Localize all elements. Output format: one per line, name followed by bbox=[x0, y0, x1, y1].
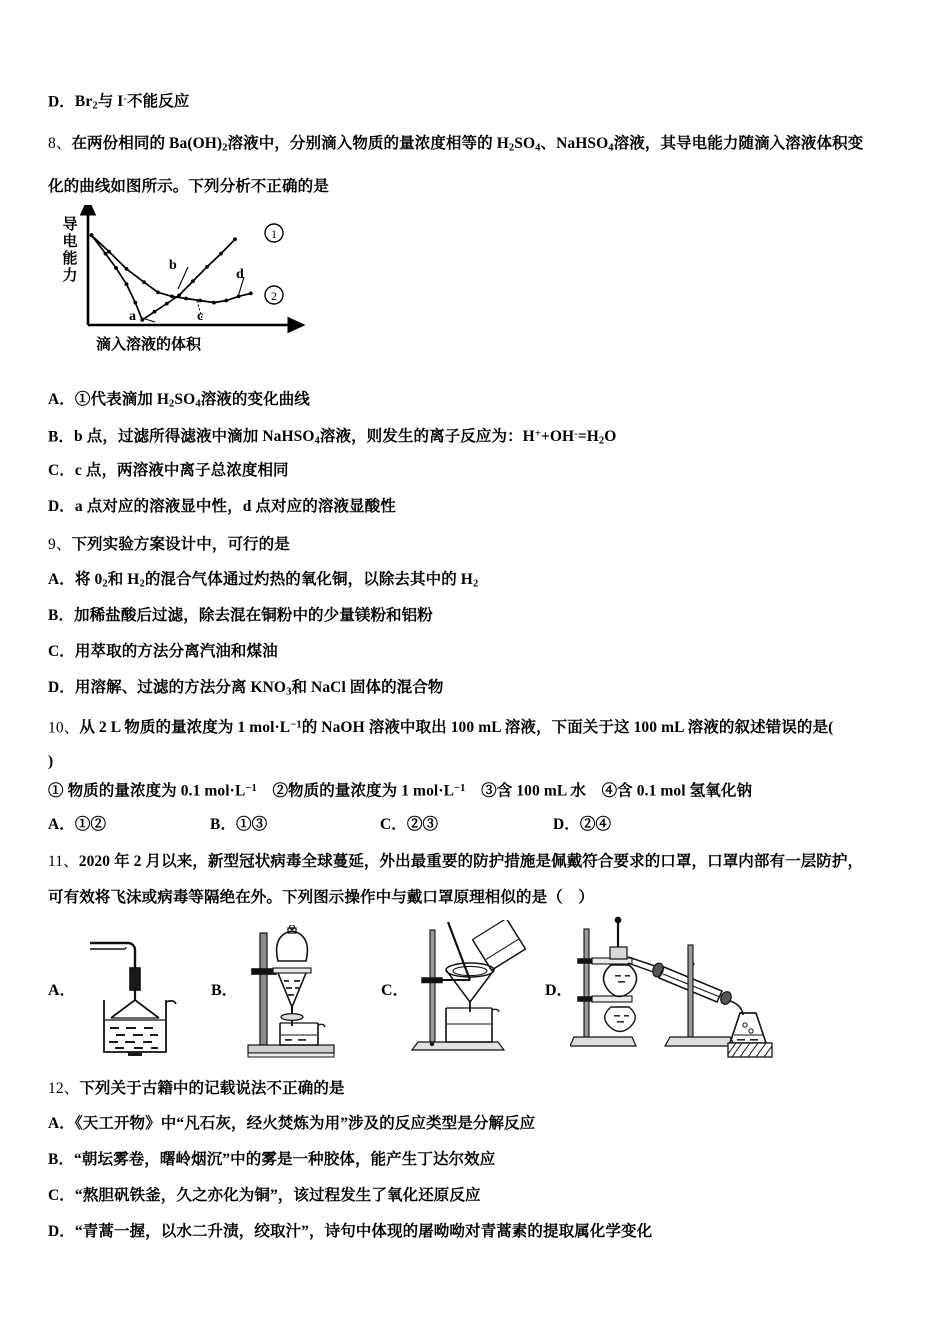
option-label: A． bbox=[48, 1115, 75, 1132]
question-8-option-a bbox=[48, 389, 310, 415]
option-d-previous-question bbox=[48, 89, 189, 118]
question-10-answer-c bbox=[380, 814, 438, 836]
option-text: ②④ bbox=[579, 816, 612, 833]
option-label: B． bbox=[48, 607, 75, 624]
question-10-stem-text: 从 2 L 物质的量浓度为 1 $mol\cdot L^{-1}$的 NaOH 溶液中取出 100 mL 溶液，下面关于这 100 mL 溶液的叙述错误的是( bbox=[79, 719, 834, 737]
figure-b-liquid-hatch bbox=[284, 980, 306, 1041]
option-label: D． bbox=[48, 498, 75, 515]
question-10-stem-line-1 bbox=[48, 715, 833, 739]
figure-a-label: A． bbox=[48, 982, 76, 999]
question-12-stem-text: 下列关于古籍中的记载说法不正确的是 bbox=[79, 1080, 345, 1097]
chart-y-axis-label: 导电能力 bbox=[62, 217, 78, 284]
option-text: 用溶解、过滤的方法分离 $KNO_3$和 NaCl 固体的混合物 bbox=[74, 679, 444, 698]
option-text: b 点，过滤所得滤液中滴加 NaHSO$_4$溶液，则发生的离子反应为：$H^++OH^-=H_2O$ bbox=[74, 428, 617, 447]
question-8-number: 8、 bbox=[48, 135, 72, 152]
question-10-answer-b bbox=[210, 814, 267, 836]
question-9-option-a bbox=[48, 569, 478, 595]
option-label: A． bbox=[48, 816, 75, 833]
option-text: 加稀盐酸后过滤，除去混在铜粉中的少量镁粉和铝粉 bbox=[74, 607, 433, 624]
question-11-number: 11、 bbox=[48, 853, 79, 870]
question-8-stem-line-2: 化的曲线如图所示。下列分析不正确的是 bbox=[48, 178, 329, 195]
option-text: ①代表滴加 $H_2SO_4$溶液的变化曲线 bbox=[74, 391, 310, 410]
chart-point-label-b: b bbox=[169, 258, 177, 273]
option-label: B． bbox=[48, 1151, 75, 1168]
option-label: C． bbox=[380, 816, 407, 833]
question-11-stem-line-2: 可有效将飞沫或病毒等隔绝在外。下列图示操作中与戴口罩原理相似的是（ ） bbox=[48, 889, 595, 906]
chart-series-1-markers bbox=[90, 233, 237, 321]
question-12-option-b bbox=[48, 1149, 495, 1171]
option-text: c 点，两溶液中离子总浓度相同 bbox=[74, 462, 289, 479]
option-text: “青蒿一握，以水二升渍，绞取汁”，诗句中体现的屠呦呦对青蒿素的提取属化学变化 bbox=[74, 1223, 653, 1240]
question-12-option-c bbox=[48, 1185, 481, 1207]
question-12-option-d bbox=[48, 1221, 652, 1243]
option-label: C． bbox=[48, 462, 75, 479]
figure-c-filtration bbox=[408, 920, 548, 1062]
option-text: “熬胆矾铁釜，久之亦化为铜”，该过程发生了氧化还原反应 bbox=[74, 1187, 481, 1204]
figure-d-label: D． bbox=[545, 982, 573, 999]
figure-b-separating-funnel bbox=[240, 925, 360, 1060]
option-text: “朝坛雾卷，曙岭烟沉”中的雾是一种胶体，能产生丁达尔效应 bbox=[74, 1151, 496, 1168]
figure-d-distillation bbox=[570, 915, 780, 1065]
question-10-answer-a bbox=[48, 814, 106, 836]
question-10-answer-d bbox=[553, 814, 611, 836]
option-text: 《天工开物》中“凡石灰，经火焚炼为用”涉及的反应类型是分解反应 bbox=[74, 1115, 536, 1132]
question-8-option-c bbox=[48, 460, 289, 482]
question-10-number: 10、 bbox=[48, 719, 80, 737]
option-label: D． bbox=[48, 93, 75, 111]
question-9-stem-text: 下列实验方案设计中，可行的是 bbox=[71, 536, 290, 553]
option-text: ②③ bbox=[406, 816, 439, 833]
option-text: a 点对应的溶液显中性，d 点对应的溶液显酸性 bbox=[74, 498, 396, 515]
option-label: A． bbox=[48, 391, 75, 408]
question-8-stem-text: 在两份相同的 $Ba(OH)_2$溶液中，分别滴入物质的量浓度相等的 $H_2SO_4$、NaHSO$_4$溶液，其导电能力随滴入溶液体积变 bbox=[71, 135, 864, 154]
question-11-stem-text: 2020 年 2 月以来，新型冠状病毒全球蔓延，外出最重要的防护措施是佩戴符合要求的口罩，口罩内部有一层防护， bbox=[78, 853, 864, 870]
chart-plot-area bbox=[58, 205, 358, 340]
option-label: C． bbox=[48, 1187, 75, 1204]
option-label: A． bbox=[48, 571, 75, 588]
option-text: 将 $0_2$和 $H_2$的混合气体通过灼热的氧化铜，以除去其中的 $H_2$ bbox=[74, 571, 479, 590]
question-8-stem-line-1 bbox=[48, 133, 863, 159]
leader-b bbox=[178, 267, 188, 289]
option-label: B． bbox=[48, 428, 75, 446]
question-8-option-b bbox=[48, 424, 616, 453]
question-9-number: 9、 bbox=[48, 536, 72, 553]
chart-point-label-a: a bbox=[129, 309, 136, 324]
option-label: B． bbox=[210, 816, 237, 833]
chart-series-1 bbox=[92, 235, 236, 320]
figure-a-gas-absorption bbox=[78, 928, 208, 1058]
option-text: ①③ bbox=[236, 816, 268, 833]
chart-point-label-c: c bbox=[197, 309, 204, 324]
question-10-stem-line-2: ) bbox=[48, 753, 54, 770]
option-label: D． bbox=[553, 816, 580, 833]
question-11-stem-line-1 bbox=[48, 851, 863, 873]
question-12-option-a bbox=[48, 1113, 535, 1135]
question-12-number: 12、 bbox=[48, 1080, 80, 1097]
question-10-statements: ① 物质的量浓度为 0.1 $mol\cdot L^{-1}$ ②物质的量浓度为 1 $mol\cdot L^{-1}$ ③含 100 mL 水 ④含 0.1 mol 氢氧化钠 bbox=[48, 782, 753, 800]
option-text: 用萃取的方法分离汽油和煤油 bbox=[74, 643, 278, 660]
figure-c-label: C． bbox=[381, 982, 409, 999]
option-label: D． bbox=[48, 679, 75, 696]
option-text: $Br_2$与 I-不能反应 bbox=[74, 93, 190, 112]
option-label: C． bbox=[48, 643, 75, 660]
question-9-option-d bbox=[48, 677, 443, 703]
chart-legend-1-text: 1 bbox=[271, 227, 277, 241]
question-8-option-d bbox=[48, 496, 396, 518]
question-9-option-c bbox=[48, 641, 278, 663]
chart-legend-2-text: 2 bbox=[271, 289, 277, 303]
question-9-stem bbox=[48, 534, 290, 556]
option-label: D． bbox=[48, 1223, 75, 1240]
chart-x-axis-label: 滴入溶液的体积 bbox=[96, 337, 202, 353]
question-9-option-b bbox=[48, 605, 433, 627]
figure-b-label: B． bbox=[211, 982, 238, 999]
question-12-stem bbox=[48, 1078, 345, 1100]
conductivity-chart bbox=[58, 205, 358, 370]
option-text: ①② bbox=[74, 816, 107, 833]
chart-point-label-d: d bbox=[236, 267, 244, 282]
